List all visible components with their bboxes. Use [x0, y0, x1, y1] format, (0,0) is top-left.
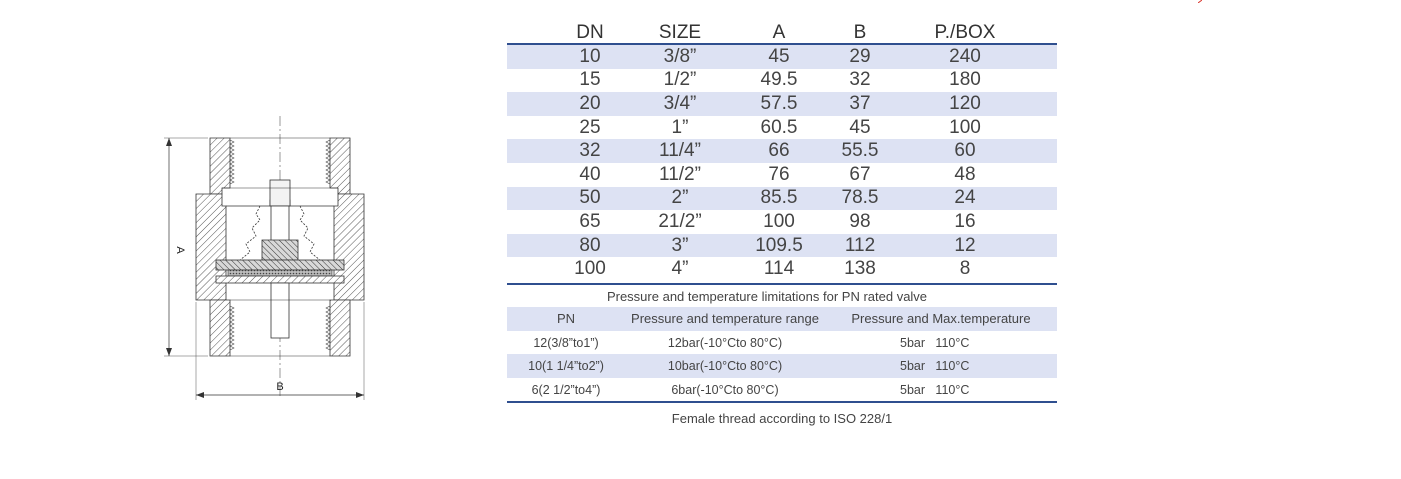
table-cell: 55.5 — [841, 140, 879, 162]
table-row — [507, 331, 1057, 355]
table-cell: 3” — [671, 234, 689, 256]
table-cell: 60.5 — [760, 116, 798, 138]
header-pbox: P./BOX — [934, 22, 996, 43]
table-cell: 32 — [579, 140, 601, 162]
table-cell: 78.5 — [841, 187, 879, 209]
table-cell: 60 — [954, 140, 976, 162]
table-row — [507, 354, 1057, 378]
table-cell: 15 — [579, 69, 601, 91]
table-cell: 4” — [671, 258, 689, 280]
table-cell: 109.5 — [755, 234, 803, 256]
table-cell: 24 — [954, 187, 976, 209]
footnote: Female thread according to ISO 228/1 — [671, 411, 893, 427]
table-cell: 6(2 1/2”to4”) — [531, 382, 601, 397]
table-cell: 29 — [849, 45, 871, 67]
table-cell: 48 — [954, 163, 976, 185]
header-pressure-range: Pressure and temperature range — [631, 311, 819, 327]
table-row — [507, 257, 1057, 281]
table-cell: 80 — [579, 234, 601, 256]
table-cell: 6bar(-10°Cto 80°C) — [671, 382, 779, 397]
table-row — [507, 210, 1057, 234]
table-cell: 100 — [763, 210, 795, 232]
dimensions-table-header — [507, 22, 1057, 45]
table-cell: 12 — [954, 234, 976, 256]
table-cell: 180 — [949, 69, 981, 91]
table-cell: 98 — [849, 210, 871, 232]
table-cell: 10(1 1/4”to2”) — [528, 359, 604, 374]
table-cell: 1/2” — [663, 69, 697, 91]
table-cell: 240 — [949, 45, 981, 67]
table-cell: 138 — [844, 258, 876, 280]
dimensions-table — [507, 22, 1057, 285]
table-cell: 100 — [574, 258, 606, 280]
header-pn: PN — [556, 311, 576, 327]
table-cell: 3/8” — [663, 45, 697, 67]
dimension-b-label: B — [276, 381, 284, 393]
table-cell: 45 — [849, 116, 871, 138]
table-row — [507, 45, 1057, 69]
table-cell: 11/2” — [659, 163, 701, 185]
red-corner-mark — [1198, 0, 1202, 3]
table-cell: 45 — [768, 45, 790, 67]
table-row — [507, 92, 1057, 116]
table-cell: 16 — [954, 210, 976, 232]
table-row — [507, 378, 1057, 402]
table-cell: 57.5 — [760, 92, 798, 114]
table-cell: 12bar(-10°Cto 80°C) — [667, 335, 783, 350]
header-b: B — [853, 22, 867, 43]
table-row — [507, 139, 1057, 163]
table-row — [507, 116, 1057, 140]
table-cell: 66 — [768, 140, 790, 162]
header-a: A — [772, 22, 786, 43]
limits-table-header — [507, 307, 1057, 331]
table-cell: 120 — [949, 92, 981, 114]
table-cell: 8 — [959, 258, 971, 280]
header-max-temperature: Pressure and Max.temperature — [851, 311, 1031, 327]
table-cell: 1” — [671, 116, 689, 138]
table-cell: 67 — [849, 163, 871, 185]
header-size: SIZE — [658, 22, 702, 43]
header-dn: DN — [576, 22, 604, 43]
table-cell: 25 — [579, 116, 601, 138]
limits-table-title: Pressure and temperature limitations for PN rated valve — [606, 288, 928, 304]
dimension-a-label: A — [174, 246, 186, 254]
table-row — [507, 163, 1057, 187]
limits-table — [507, 307, 1057, 404]
table-cell: 5bar 110°C — [900, 359, 970, 374]
table-cell: 5bar 110°C — [900, 335, 970, 350]
table-cell: 65 — [579, 210, 601, 232]
table-row — [507, 234, 1057, 258]
table-row — [507, 69, 1057, 93]
table-cell: 112 — [844, 234, 876, 256]
table-cell: 10bar(-10°Cto 80°C) — [667, 359, 783, 374]
table-cell: 20 — [579, 92, 601, 114]
table-cell: 11/4” — [659, 140, 701, 162]
table-cell: 10 — [579, 45, 601, 67]
table-cell: 50 — [579, 187, 601, 209]
valve-cross-section-drawing — [160, 110, 370, 405]
table-cell: 40 — [579, 163, 601, 185]
table-cell: 12(3/8”to1”) — [533, 335, 599, 350]
table-cell: 100 — [949, 116, 981, 138]
table-cell: 114 — [763, 258, 795, 280]
table-cell: 49.5 — [760, 69, 798, 91]
table-cell: 2” — [671, 187, 689, 209]
table-cell: 21/2” — [658, 210, 702, 232]
table-cell: 37 — [849, 92, 871, 114]
spec-sheet — [507, 22, 1057, 426]
table-row — [507, 187, 1057, 211]
table-cell: 5bar 110°C — [900, 382, 970, 397]
table-cell: 32 — [849, 69, 871, 91]
table-cell: 3/4” — [663, 92, 697, 114]
table-cell: 85.5 — [760, 187, 798, 209]
table-cell: 76 — [768, 163, 790, 185]
